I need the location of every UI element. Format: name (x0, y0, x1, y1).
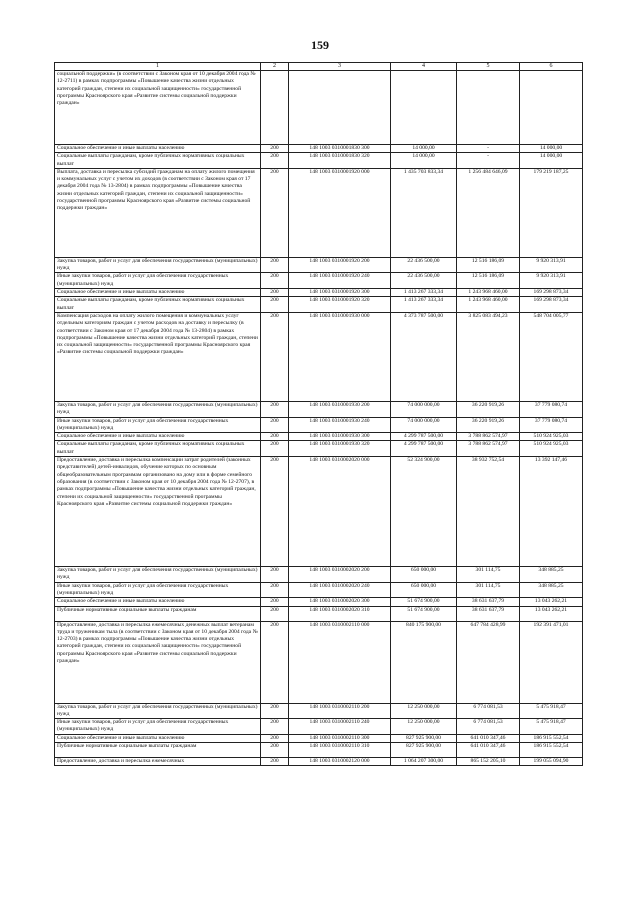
classification-code-cell: 148 1003 0310001930 300 (289, 433, 391, 441)
unexecuted-amount-cell: 548 704 005,77 (520, 312, 583, 401)
approved-amount-cell: 650 000,00 (391, 582, 457, 598)
approved-amount-cell: 4 373 787 500,00 (391, 312, 457, 401)
code-cell: 200 (261, 743, 289, 758)
unexecuted-amount-cell: 13 043 262,21 (520, 598, 583, 606)
unexecuted-amount-cell: 5 475 918,47 (520, 719, 583, 735)
unexecuted-amount-cell: 5 475 918,47 (520, 703, 583, 719)
approved-amount-cell: 4 299 787 500,00 (391, 433, 457, 441)
header-row (55, 63, 583, 71)
code-cell: 200 (261, 312, 289, 401)
description-cell: Публичные нормативные социальные выплаты гражданам (55, 743, 261, 758)
column-header-1: 1 (55, 63, 261, 71)
description-cell: Социальное обеспечение и иные выплаты населению (55, 433, 261, 441)
code-cell: 200 (261, 417, 289, 433)
description-cell: Социальное обеспечение и иные выплаты населению (55, 598, 261, 606)
table-row (55, 401, 583, 417)
classification-code-cell: 148 1003 0310002110 240 (289, 719, 391, 735)
classification-code-cell: 148 1003 0310002120 000 (289, 758, 391, 766)
code-cell: 200 (261, 758, 289, 766)
unexecuted-amount-cell: 510 924 925,03 (520, 433, 583, 441)
classification-code-cell: 148 1003 0310001830 320 (289, 153, 391, 169)
executed-amount-cell: - (457, 153, 520, 169)
code-cell: 200 (261, 719, 289, 735)
description-cell: Компенсация расходов на оплату жилого помещения и коммунальных услуг отдельным категориям граждан с учетом расходов на доставку и пересылку (в соответствии с Законом края от 17 декабря 2004 года № 13-2804) в рамках подпрограммы «Повышение качества жизни отдельных категорий граждан, степени их социальной защищенности» государственной программы Красноярского края «Развитие системы социальной поддержки граждан» (55, 312, 261, 401)
unexecuted-amount-cell: 186 915 552,54 (520, 743, 583, 758)
description-cell: Предоставление, доставка и пересылка компенсации затрат родителей (законных представителей) детей-инвалидов, обучение которых по основным общеобразовательным программам организовано на дому или в форме семейного образования (в соответствии с Законом края от 10 декабря 2004 года № 12-2707), в рамках подпрограммы «Повышение качества жизни отдельных категорий граждан, степени их социальной защищенности» государственной программы Красноярского края «Развитие системы социальной поддержки граждан» (55, 457, 261, 567)
approved-amount-cell: 827 925 900,00 (391, 734, 457, 742)
executed-amount-cell: 12 516 186,09 (457, 257, 520, 273)
unexecuted-amount-cell: 348 885,25 (520, 567, 583, 583)
executed-amount-cell: 3 788 862 574,97 (457, 441, 520, 457)
table-row (55, 145, 583, 153)
column-header-2: 2 (261, 63, 289, 71)
description-cell: Иные закупки товаров, работ и услуг для обеспечения государственных (муниципальных) нужд (55, 417, 261, 433)
approved-amount-cell: 51 674 900,00 (391, 598, 457, 606)
description-cell: Предоставление, доставка и пересылка ежемесячных денежных выплат ветеранам труда и труженикам тыла (в соответствии с Законом края от 10 декабря 2004 года № 12-2703) в рамках подпрограммы «Повышение качества жизни отдельных категорий граждан, степени их социальной защищенности» государственной программы Красноярского края «Развитие системы социальной поддержки граждан» (55, 621, 261, 703)
approved-amount-cell: 1 413 267 333,34 (391, 289, 457, 297)
description-cell: Социальное обеспечение и иные выплаты населению (55, 289, 261, 297)
description-cell: социальной поддержки» (в соответствии с Законом края от 10 декабря 2004 года № 12-2711) в рамках подпрограммы «Повышение качества жизни отдельных категорий граждан, степени их социальной защищенности» государственной программы Красноярского края «Развитие системы социальной поддержки граждан» (55, 71, 261, 145)
executed-amount-cell: 36 220 919,26 (457, 417, 520, 433)
classification-code-cell: 148 1003 0310001920 240 (289, 273, 391, 289)
classification-code-cell: 148 1003 0310001930 320 (289, 441, 391, 457)
table-row (55, 703, 583, 719)
description-cell: Социальные выплаты гражданам, кроме публичных нормативных социальных выплат (55, 153, 261, 169)
approved-amount-cell: 12 250 000,00 (391, 719, 457, 735)
column-header-5: 5 (457, 63, 520, 71)
unexecuted-amount-cell: 169 298 873,34 (520, 297, 583, 313)
classification-code-cell: 148 1003 0310001930 240 (289, 417, 391, 433)
executed-amount-cell: 6 774 081,53 (457, 719, 520, 735)
approved-amount-cell: 1 435 703 833,34 (391, 168, 457, 257)
description-cell: Закупка товаров, работ и услуг для обеспечения государственных (муниципальных) нужд (55, 703, 261, 719)
unexecuted-amount-cell (520, 71, 583, 145)
classification-code-cell: 148 1003 0310001830 300 (289, 145, 391, 153)
table-row (55, 312, 583, 401)
executed-amount-cell: 641 010 347,46 (457, 734, 520, 742)
table-row (55, 606, 583, 621)
classification-code-cell: 148 1003 0310002020 000 (289, 457, 391, 567)
executed-amount-cell: 301 114,75 (457, 567, 520, 583)
classification-code-cell: 148 1003 0310002020 200 (289, 567, 391, 583)
description-cell: Публичные нормативные социальные выплаты гражданам (55, 606, 261, 621)
classification-code-cell: 148 1003 0310002110 000 (289, 621, 391, 703)
executed-amount-cell: 1 256 484 646,09 (457, 168, 520, 257)
approved-amount-cell: 650 000,00 (391, 567, 457, 583)
code-cell: 200 (261, 257, 289, 273)
description-cell: Иные закупки товаров, работ и услуг для обеспечения государственных (муниципальных) нужд (55, 582, 261, 598)
executed-amount-cell: 38 631 637,79 (457, 598, 520, 606)
approved-amount-cell: 74 000 000,00 (391, 417, 457, 433)
table-row (55, 457, 583, 567)
budget-table-body (55, 63, 583, 766)
code-cell: 200 (261, 168, 289, 257)
code-cell: 200 (261, 297, 289, 313)
description-cell: Закупка товаров, работ и услуг для обеспечения государственных (муниципальных) нужд (55, 401, 261, 417)
description-cell: Иные закупки товаров, работ и услуг для обеспечения государственных (муниципальных) нужд (55, 273, 261, 289)
code-cell: 200 (261, 273, 289, 289)
executed-amount-cell: 647 784 428,99 (457, 621, 520, 703)
description-cell: Закупка товаров, работ и услуг для обеспечения государственных (муниципальных) нужд (55, 567, 261, 583)
classification-code-cell: 148 1003 0310002110 310 (289, 743, 391, 758)
code-cell: 200 (261, 703, 289, 719)
table-row (55, 598, 583, 606)
unexecuted-amount-cell: 14 000,00 (520, 145, 583, 153)
approved-amount-cell: 51 674 900,00 (391, 606, 457, 621)
classification-code-cell: 148 1003 0310002110 300 (289, 734, 391, 742)
unexecuted-amount-cell: 348 885,25 (520, 582, 583, 598)
unexecuted-amount-cell: 169 298 873,34 (520, 289, 583, 297)
code-cell: 200 (261, 457, 289, 567)
code-cell: 200 (261, 433, 289, 441)
unexecuted-amount-cell: 179 219 187,25 (520, 168, 583, 257)
code-cell: 200 (261, 441, 289, 457)
unexecuted-amount-cell: 186 915 552,54 (520, 734, 583, 742)
approved-amount-cell: 22 436 500,00 (391, 257, 457, 273)
table-row (55, 567, 583, 583)
classification-code-cell: 148 1003 0310001930 200 (289, 401, 391, 417)
classification-code-cell: 148 1003 0310001920 200 (289, 257, 391, 273)
classification-code-cell: 148 1003 0310001920 320 (289, 297, 391, 313)
executed-amount-cell: 3 788 862 574,97 (457, 433, 520, 441)
classification-code-cell: 148 1003 0310001930 000 (289, 312, 391, 401)
executed-amount-cell: 38 932 752,54 (457, 457, 520, 567)
table-row (55, 153, 583, 169)
table-row (55, 441, 583, 457)
description-cell: Социальные выплаты гражданам, кроме публичных нормативных социальных выплат (55, 441, 261, 457)
unexecuted-amount-cell: 37 779 080,74 (520, 417, 583, 433)
description-cell: Иные закупки товаров, работ и услуг для обеспечения государственных (муниципальных) нужд (55, 719, 261, 735)
code-cell: 200 (261, 289, 289, 297)
approved-amount-cell: 22 436 500,00 (391, 273, 457, 289)
code-cell: 200 (261, 606, 289, 621)
table-row (55, 719, 583, 735)
unexecuted-amount-cell: 13 392 147,46 (520, 457, 583, 567)
executed-amount-cell: 38 631 637,79 (457, 606, 520, 621)
description-cell: Закупка товаров, работ и услуг для обеспечения государственных (муниципальных) нужд (55, 257, 261, 273)
code-cell: 200 (261, 582, 289, 598)
approved-amount-cell: 827 925 900,00 (391, 743, 457, 758)
column-header-4: 4 (391, 63, 457, 71)
classification-code-cell: 148 1003 0310002110 200 (289, 703, 391, 719)
table-row (55, 289, 583, 297)
executed-amount-cell: 301 114,75 (457, 582, 520, 598)
code-cell: 200 (261, 145, 289, 153)
approved-amount-cell: 52 324 900,00 (391, 457, 457, 567)
table-row (55, 433, 583, 441)
unexecuted-amount-cell: 9 920 313,91 (520, 273, 583, 289)
code-cell: 200 (261, 734, 289, 742)
table-row (55, 417, 583, 433)
unexecuted-amount-cell: 199 055 094,90 (520, 758, 583, 766)
executed-amount-cell: 12 516 186,09 (457, 273, 520, 289)
table-row (55, 273, 583, 289)
code-cell: 200 (261, 401, 289, 417)
classification-code-cell: 148 1003 0310002020 300 (289, 598, 391, 606)
executed-amount-cell: 36 220 919,26 (457, 401, 520, 417)
executed-amount-cell: 641 010 347,46 (457, 743, 520, 758)
executed-amount-cell: 865 152 205,10 (457, 758, 520, 766)
approved-amount-cell: 74 000 000,00 (391, 401, 457, 417)
description-cell: Социальное обеспечение и иные выплаты населению (55, 734, 261, 742)
column-header-3: 3 (289, 63, 391, 71)
table-row (55, 168, 583, 257)
code-cell (261, 71, 289, 145)
description-cell: Предоставление, доставка и пересылка ежемесячных (55, 758, 261, 766)
approved-amount-cell: 840 175 900,00 (391, 621, 457, 703)
unexecuted-amount-cell: 9 920 313,91 (520, 257, 583, 273)
description-cell: Выплата, доставка и пересылка субсидий гражданам на оплату жилого помещения и коммунальных услуг с учетом их доходов (в соответствии с Законом края от 17 декабря 2004 года № 13-2804) в рамках подпрограммы «Повышение качества жизни отдельных категорий граждан, степени их социальной защищенности» государственной программы Красноярского края «Развитие системы социальной поддержки граждан» (55, 168, 261, 257)
description-cell: Социальные выплаты гражданам, кроме публичных нормативных социальных выплат (55, 297, 261, 313)
page-number: 159 (311, 38, 329, 52)
column-header-6: 6 (520, 63, 583, 71)
description-cell: Социальное обеспечение и иные выплаты населению (55, 145, 261, 153)
executed-amount-cell: 1 243 968 460,00 (457, 297, 520, 313)
budget-table (54, 62, 583, 766)
classification-code-cell: 148 1003 0310002020 240 (289, 582, 391, 598)
unexecuted-amount-cell: 192 391 471,01 (520, 621, 583, 703)
table-row (55, 582, 583, 598)
table-row (55, 71, 583, 145)
code-cell: 200 (261, 567, 289, 583)
table-row (55, 758, 583, 766)
code-cell: 200 (261, 621, 289, 703)
approved-amount-cell: 1 413 267 333,34 (391, 297, 457, 313)
table-row (55, 734, 583, 742)
code-cell: 200 (261, 598, 289, 606)
code-cell: 200 (261, 153, 289, 169)
executed-amount-cell (457, 71, 520, 145)
executed-amount-cell: 1 243 968 460,00 (457, 289, 520, 297)
unexecuted-amount-cell: 37 779 080,74 (520, 401, 583, 417)
classification-code-cell: 148 1003 0310002020 310 (289, 606, 391, 621)
unexecuted-amount-cell: 13 043 262,21 (520, 606, 583, 621)
table-row (55, 621, 583, 703)
approved-amount-cell: 14 000,00 (391, 145, 457, 153)
approved-amount-cell: 12 250 000,00 (391, 703, 457, 719)
approved-amount-cell: 1 064 207 300,00 (391, 758, 457, 766)
approved-amount-cell: 4 299 787 500,00 (391, 441, 457, 457)
table-row (55, 743, 583, 758)
unexecuted-amount-cell: 14 000,00 (520, 153, 583, 169)
unexecuted-amount-cell: 510 924 925,03 (520, 441, 583, 457)
executed-amount-cell: 6 774 081,53 (457, 703, 520, 719)
table-row (55, 257, 583, 273)
executed-amount-cell: - (457, 145, 520, 153)
classification-code-cell: 148 1003 0310001920 300 (289, 289, 391, 297)
approved-amount-cell: 14 000,00 (391, 153, 457, 169)
classification-code-cell (289, 71, 391, 145)
executed-amount-cell: 3 825 083 494,23 (457, 312, 520, 401)
table-row (55, 297, 583, 313)
classification-code-cell: 148 1003 0310001920 000 (289, 168, 391, 257)
approved-amount-cell (391, 71, 457, 145)
